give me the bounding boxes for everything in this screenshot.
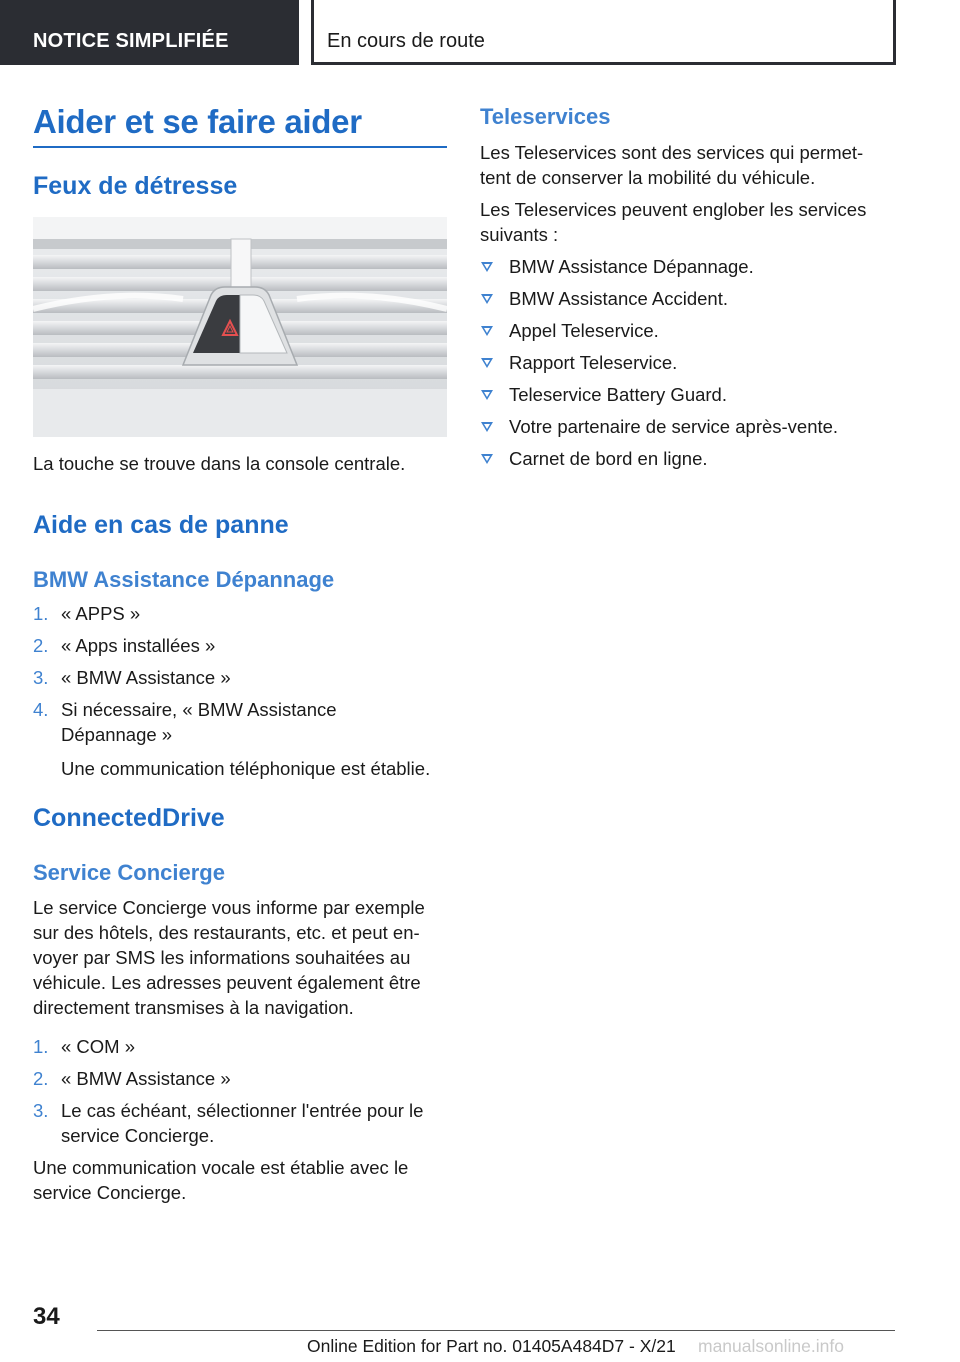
breakdown-subheading: BMW Assistance Dépannage (33, 567, 335, 592)
list-item: 1. « APPS » (33, 603, 141, 624)
teleservices-heading: Teleservices (480, 104, 611, 129)
list-item: 1. « COM » (33, 1036, 136, 1057)
list-item: Teleservice Battery Guard. (480, 382, 900, 407)
header-chapter-label: En cours de route (327, 30, 485, 52)
header-section-label: NOTICE SIMPLIFIÉE (33, 30, 229, 52)
bullet-triangle-icon (481, 358, 493, 368)
list-item: 4. Si nécessaire, « BMW Assistance Dépannage » (33, 699, 337, 745)
bullet-triangle-icon (481, 390, 493, 400)
list-item: Votre partenaire de service après-vente. (480, 414, 900, 439)
concierge-steps (33, 1034, 447, 1155)
list-item: 2. « BMW Assistance » (33, 1068, 231, 1089)
list-item: Rapport Teleservice. (480, 350, 900, 375)
list-item: 3. Le cas échéant, sélectionner l'entrée pour le service Concierge. (33, 1100, 424, 1146)
header-section-tab (0, 0, 299, 65)
list-item: Appel Teleservice. (480, 318, 900, 343)
list-item: 2. « Apps installées » (33, 635, 216, 656)
bullet-triangle-icon (481, 294, 493, 304)
footer-edition: Online Edition for Part no. 01405A484D7 - X/21 (307, 1336, 676, 1356)
header-chapter-tab (311, 0, 896, 65)
hazard-caption: La touche se trouve dans la console centrale. (33, 453, 406, 474)
title-underline (33, 146, 447, 148)
bullet-triangle-icon (481, 454, 493, 464)
list-item: 3. « BMW Assistance » (33, 667, 231, 688)
hazard-button-photo (33, 217, 447, 437)
concierge-outro: Une communication vocale est établie avec le service Concierge. (33, 1157, 409, 1203)
teleservices-intro: Les Teleservices sont des services qui permet-tent de conserver la mobilité du véhicule. (480, 142, 864, 188)
connecteddrive-heading: ConnectedDrive (33, 804, 225, 832)
page-title: Aider et se faire aider (33, 103, 362, 140)
list-item: BMW Assistance Accident. (480, 286, 900, 311)
breakdown-heading: Aide en cas de panne (33, 511, 289, 539)
teleservices-scope: Les Teleservices peuvent englober les services suivants : (480, 199, 867, 245)
bullet-triangle-icon (481, 422, 493, 432)
footer-divider (97, 1330, 895, 1331)
concierge-intro: Le service Concierge vous informe par exemple sur des hôtels, des restaurants, etc. et peut en-voyer par SMS les informations souhaitées au véhicule. Les adresses peuvent également être directement transmises à la navigation. (33, 897, 425, 1018)
page-number: 34 (33, 1303, 60, 1330)
teleservices-list (480, 254, 900, 478)
breakdown-steps (33, 601, 447, 754)
bullet-triangle-icon (481, 262, 493, 272)
breakdown-step-4-result: Une communication téléphonique est établie. (61, 758, 431, 779)
hazard-heading: Feux de détresse (33, 172, 238, 200)
list-item: Carnet de bord en ligne. (480, 446, 900, 471)
concierge-subheading: Service Concierge (33, 860, 225, 885)
bullet-triangle-icon (481, 326, 493, 336)
watermark: manualsonline.info (698, 1336, 844, 1356)
list-item: BMW Assistance Dépannage. (480, 254, 900, 279)
